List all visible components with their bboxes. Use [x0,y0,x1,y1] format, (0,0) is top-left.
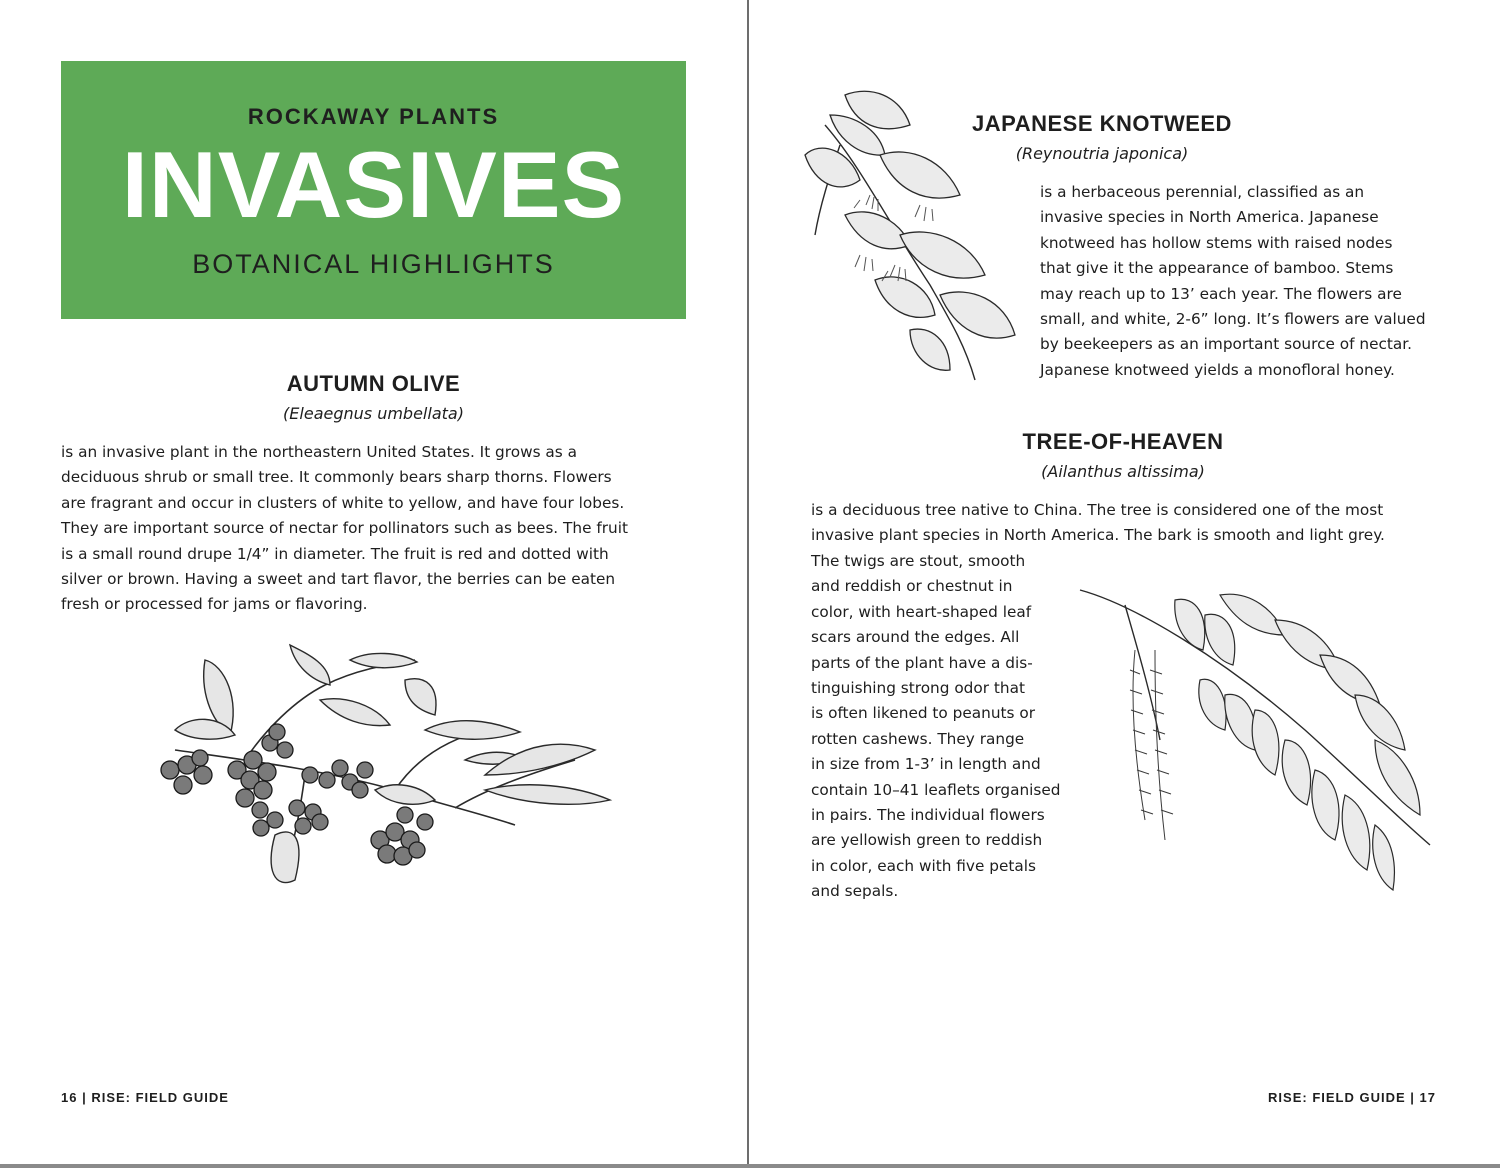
body-line: contain 10–41 leaflets organised [811,780,1061,799]
header-kicker: ROCKAWAY PLANTS [247,104,500,129]
body-line: silver or brown. Having a sweet and tart flavor, the berries can be eaten [61,570,616,589]
body-line: invasive species in North America. Japanese [1040,208,1379,227]
body-line: knotweed has hollow stems with raised nodes [1040,233,1393,252]
body-line: The twigs are stout, smooth [811,552,1026,570]
tree-of-heaven-body-wide [811,498,1435,549]
autumn-olive-branch-illustration [155,640,615,910]
tree-of-heaven-title: TREE-OF-HEAVEN [1022,429,1224,454]
body-line: that give it the appearance of bamboo. Stems [1040,259,1394,278]
body-line: in color, each with five petals [811,856,1036,875]
body-line: invasive plant species in North America. The bark is smooth and light grey. [811,526,1385,545]
tree-of-heaven-body-narrow [811,549,1071,905]
body-line: deciduous shrub or small tree. It commonly bears sharp thorns. Flowers [61,468,612,487]
body-line: in size from 1-3’ in length and [811,755,1041,774]
body-line: is a small round drupe 1/4” in diameter. The fruit is red and dotted with [61,544,609,563]
body-line: small, and white, 2-6” long. It’s flowers are valued [1040,310,1426,329]
body-line: is an invasive plant in the northeastern United States. It grows as a [61,443,577,461]
body-line: parts of the plant have a dis- [811,653,1033,672]
header-banner [61,61,686,319]
body-line: may reach up to 13’ each year. The flowers are [1040,284,1402,303]
body-line: is a herbaceous perennial, classified as an [1040,183,1365,201]
body-line: fresh or processed for jams or flavoring. [61,595,368,614]
body-line: are fragrant and occur in clusters of white to yellow, and have four lobes. [61,493,625,512]
body-line: tinguishing strong odor that [811,679,1025,698]
autumn-olive-title: AUTUMN OLIVE [286,371,461,396]
japanese-knotweed-body [1040,180,1440,383]
body-line: They are important source of nectar for pollinators such as bees. The fruit [61,519,628,538]
header-title: INVASIVES [121,132,626,237]
tree-of-heaven-illustration [1075,580,1435,895]
body-line: rotten cashews. They range [811,729,1025,748]
tree-of-heaven-latin: (Ailanthus altissima) [1041,462,1205,481]
page-spine-divider [747,0,749,1166]
footer-left: 16 | RISE: FIELD GUIDE [61,1090,229,1105]
autumn-olive-latin: (Eleaegnus umbellata) [283,404,464,423]
japanese-knotweed-latin-text: (Reynoutria japonica) [1015,144,1189,163]
body-line: is a deciduous tree native to China. The tree is considered one of the most [811,501,1384,519]
body-line: color, with heart-shaped leaf [811,602,1032,621]
bottom-edge-divider [0,1164,1500,1168]
body-line: and sepals. [811,882,899,901]
autumn-olive-body [61,440,686,618]
japanese-knotweed-title-text: JAPANESE KNOTWEED [972,111,1232,136]
body-line: is often likened to peanuts or [811,704,1036,723]
footer-right: RISE: FIELD GUIDE | 17 [1268,1090,1436,1105]
body-line: by beekeepers as an important source of nectar. [1040,335,1413,354]
body-line: scars around the edges. All [811,628,1020,647]
body-line: and reddish or chestnut in [811,577,1013,596]
body-line: in pairs. The individual flowers [811,806,1045,825]
body-line: Japanese knotweed yields a monofloral honey. [1040,360,1395,379]
header-subtitle: BOTANICAL HIGHLIGHTS [192,249,555,279]
body-line: are yellowish green to reddish [811,831,1043,850]
